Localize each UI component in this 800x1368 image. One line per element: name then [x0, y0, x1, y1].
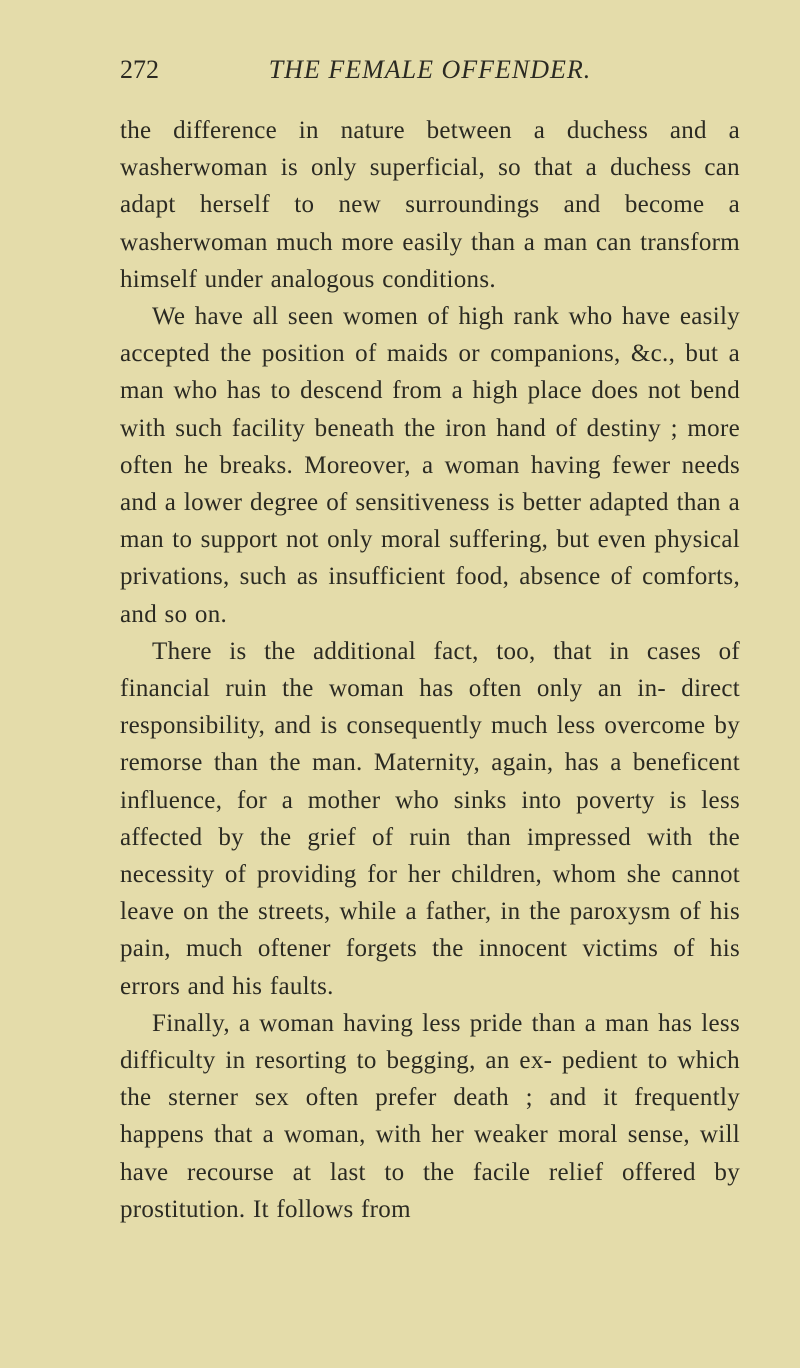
- page-number: 272: [120, 55, 159, 84]
- body-text: [120, 112, 740, 1228]
- running-head: THE FEMALE OFFENDER.: [268, 55, 592, 84]
- paragraph: There is the additional fact, too, that in cases of financial ruin the woman has often only an in- direct responsibility, and is consequently much less overcome by remorse than the man. Maternity, again, has a beneficent influence, for a mother who sinks into poverty is less affected by the grief of ruin than impressed with the necessity of providing for her children, whom she cannot leave on the streets, while a father, in the paroxysm of his pain, much oftener forgets the innocent victims of his errors and his faults.: [120, 637, 740, 1000]
- paragraph: We have all seen women of high rank who have easily accepted the position of maids or companions, &c., but a man who has to descend from a high place does not bend with such facility beneath the iron hand of destiny ; more often he breaks. Moreover, a woman having fewer needs and a lower degree of sensitiveness is better adapted than a man to support not only moral suffering, but even physical privations, such as insufficient food, absence of comforts, and so on.: [120, 303, 740, 628]
- paragraph: the difference in nature between a duchess and a washerwoman is only superficial, so that a duchess can adapt herself to new surroundings and become a washerwoman much more easily than a man can transform himself under analogous conditions.: [120, 117, 740, 293]
- paragraph: Finally, a woman having less pride than a man has less difficulty in resorting to begging, an ex- pedient to which the sterner sex often prefer death ; and it frequently happens that a woman, with her weaker moral sense, will have recourse at last to the facile relief offered by prostitution. It follows from: [120, 1009, 740, 1223]
- page-header: [120, 50, 740, 90]
